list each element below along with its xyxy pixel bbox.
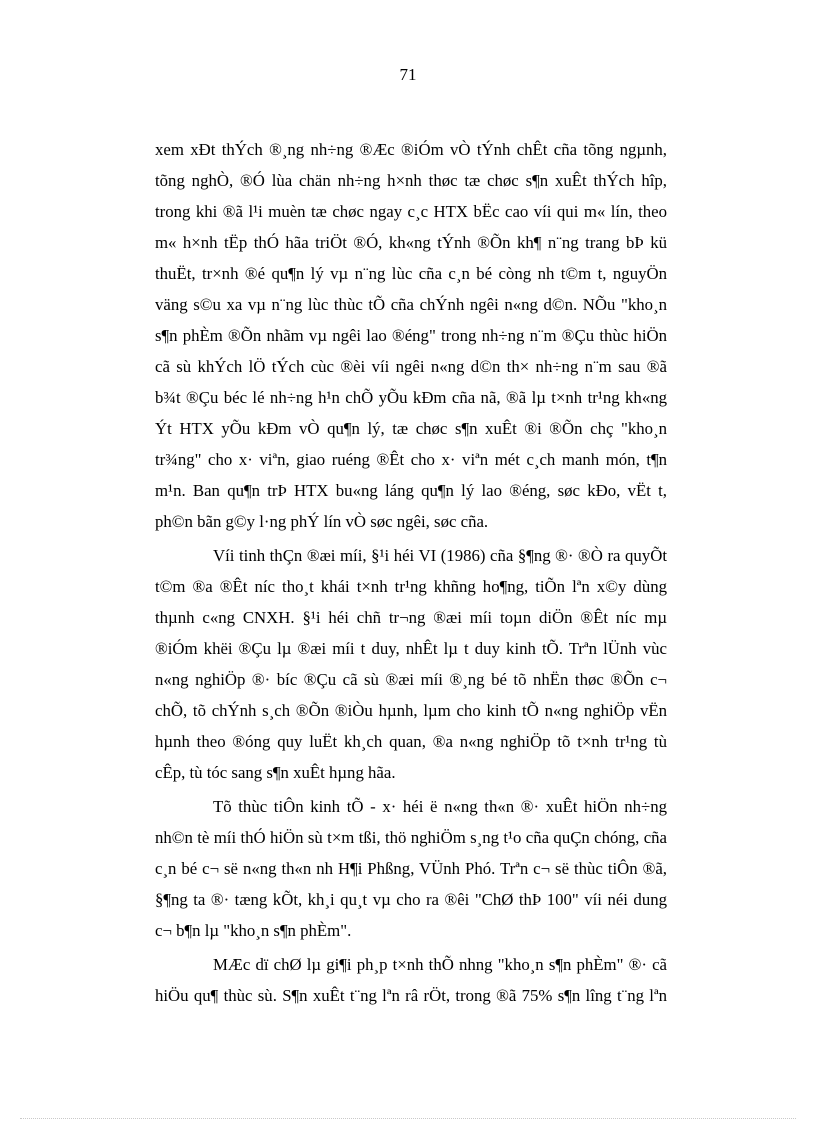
text-line: hiÖu qu¶ thùc sù. S¶n xuÊt t¨ng lªn râ rÖt, trong ®ã 75% s¶n lîng t¨ng lªn [155, 986, 667, 1005]
text-line: m« h×nh tËp thÓ hãa triÖt ®Ó, kh«ng tÝnh ®Õn kh¶ n¨ng trang bÞ kü [155, 233, 667, 252]
text-line: MÆc dï chØ lµ gi¶i ph¸p t×nh thÕ nhng "kho¸n s¶n phÈm" ®· cã [213, 955, 667, 974]
text-line: cã sù khÝch lÖ tÝch cùc ®èi víi ngêi n«ng d©n th× nh÷ng n¨m sau ®ã [155, 357, 667, 376]
text-line: chÕ, tõ chÝnh s¸ch ®Õn ®iÒu hµnh, lµm cho kinh tÕ n«ng nghiÖp vËn [155, 701, 667, 720]
page-number: 71 [399, 65, 417, 84]
text-line: trong khi ®ã l¹i muèn tæ chøc ngay c¸c HTX bËc cao víi qui m« lín, theo [155, 202, 667, 221]
text-line: väng s©u xa vµ n¨ng lùc thùc tÕ cña chÝnh ngêi n«ng d©n. NÕu "kho¸n [155, 295, 667, 314]
text-line: Tõ thùc tiÔn kinh tÕ - x· héi ë n«ng th«n ®· xuÊt hiÖn nh÷ng [213, 797, 667, 816]
text-line: m¹n. Ban qu¶n trÞ HTX bu«ng láng qu¶n lý lao ®éng, søc kÐo, vËt t, [155, 481, 667, 500]
paragraph [155, 791, 667, 946]
text-line: Ýt HTX yÕu kÐm vÒ qu¶n lý, tæ chøc s¶n xuÊt ®i ®Õn chç "kho¸n [155, 419, 667, 438]
text-line: hµnh theo ®óng quy luËt kh¸ch quan, ®a n«ng nghiÖp tõ t×nh tr¹ng tù [155, 732, 667, 751]
text-line: nh©n tè míi thÓ hiÖn sù t×m tßi, thö nghiÖm s¸ng t¹o cña quÇn chóng, cña [155, 828, 667, 847]
text-line: c¬ b¶n lµ "kho¸n s¶n phÈm". [155, 921, 352, 940]
text-line: n«ng nghiÖp ®· bíc ®Çu cã sù ®æi míi ®¸ng bé tõ nhËn thøc ®Õn c¬ [155, 670, 667, 689]
text-line: §¶ng ta ®· tæng kÕt, kh¸i qu¸t vµ cho ra ®êi "ChØ thÞ 100" víi néi dung [155, 890, 667, 909]
text-line: t©m ®a ®Êt níc tho¸t khái t×nh tr¹ng khñng ho¶ng, tiÕn lªn x©y dùng [155, 577, 667, 596]
text-line: tõng nghÒ, ®Ó lùa chän nh÷ng h×nh thøc tæ chøc s¶n xuÊt thÝch hîp, [155, 171, 667, 190]
text-line: ®iÓm khëi ®Çu lµ ®æi míi t duy, nhÊt lµ t duy kinh tÕ. Trªn lÜnh vùc [155, 639, 667, 658]
paragraph [155, 949, 667, 1011]
bottom-dotted-rule [20, 1118, 796, 1119]
body-text [155, 134, 667, 1011]
text-line: tr¾ng" cho x· viªn, giao ruéng ®Êt cho x· viªn mét c¸ch manh món, t¶n [155, 450, 667, 469]
text-line: Víi tinh thÇn ®æi míi, §¹i héi VI (1986) cña §¶ng ®· ®Ò ra quyÕt [213, 546, 667, 565]
text-line: b¾t ®Çu béc lé nh÷ng h¹n chÕ yÕu kÐm cña nã, ®ã lµ t×nh tr¹ng kh«ng [155, 388, 667, 407]
text-line: thuËt, tr×nh ®é qu¶n lý vµ n¨ng lùc cña c¸n bé còng nh t©m t, nguyÖn [155, 264, 667, 283]
text-line: c¸n bé c¬ së n«ng th«n nh H¶i Phßng, VÜnh Phó. Trªn c¬ së thùc tiÔn ®ã, [155, 859, 667, 878]
text-line: ph©n bãn g©y l·ng phÝ lín vÒ søc ngêi, søc cña. [155, 512, 489, 531]
paragraph [155, 540, 667, 788]
paragraph [155, 134, 667, 537]
text-line: thµnh c«ng CNXH. §¹i héi chñ tr¬ng ®æi míi toµn diÖn ®Êt níc mµ [155, 608, 667, 627]
text-line: cÊp, tù tóc sang s¶n xuÊt hµng hãa. [155, 763, 396, 782]
text-line: s¶n phÈm ®Õn nhãm vµ ngêi lao ®éng" trong nh÷ng n¨m ®Çu thùc hiÖn [155, 326, 667, 345]
text-line: xem xÐt thÝch ®¸ng nh÷ng ®Æc ®iÓm vÒ tÝnh chÊt cña tõng ngµnh, [155, 140, 667, 159]
